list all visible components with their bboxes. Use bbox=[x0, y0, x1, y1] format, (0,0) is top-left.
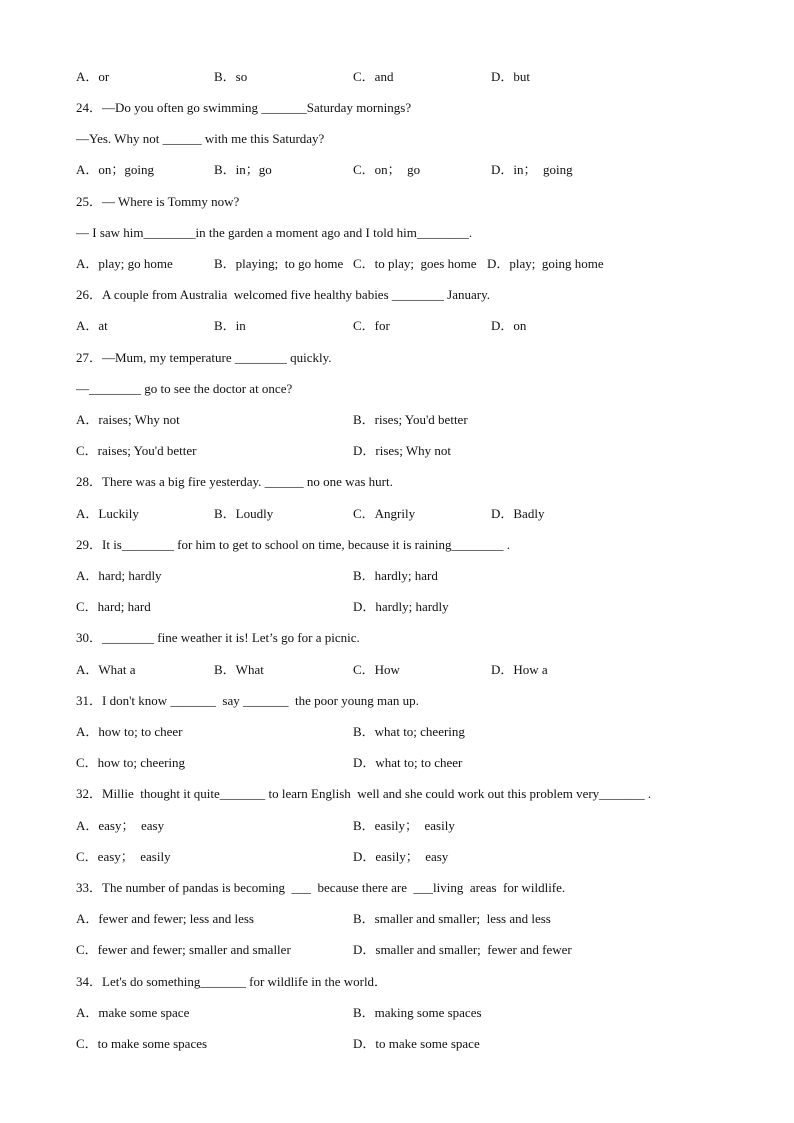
q23-option-b: B．so bbox=[214, 69, 248, 84]
q33-option-b: B．smaller and smaller; less and less bbox=[353, 911, 551, 926]
q28-option-b: B．Loudly bbox=[214, 506, 274, 521]
q29-option-b: B．hardly; hard bbox=[353, 568, 438, 583]
q31-option-b: B．what to; cheering bbox=[353, 724, 465, 739]
q32-option-d: D．easily； easy bbox=[353, 849, 449, 864]
q25-stem: 25．— Where is Tommy now? bbox=[76, 194, 240, 209]
q24-option-c: C．on； go bbox=[353, 162, 421, 177]
q24-stem: 24．—Do you often go swimming _______Saturday mornings? bbox=[76, 100, 412, 115]
q29-stem: 29．It is________ for him to get to school on time, because it is raining________ . bbox=[76, 537, 511, 552]
q28-option-d: D．Badly bbox=[491, 506, 545, 521]
q23-option-c: C．and bbox=[353, 69, 394, 84]
q24-option-b: B．in；go bbox=[214, 162, 272, 177]
q25-option-a: A．play; go home bbox=[76, 256, 173, 271]
q28-option-a: A．Luckily bbox=[76, 506, 139, 521]
q34-option-b: B．making some spaces bbox=[353, 1005, 482, 1020]
q23-option-a: A．or bbox=[76, 69, 110, 84]
q34-stem: 34．Let's do something_______ for wildlife in the world． bbox=[76, 974, 388, 989]
q26-option-d: D．on bbox=[491, 318, 527, 333]
q31-option-a: A．how to; to cheer bbox=[76, 724, 183, 739]
q31-stem: 31．I don't know _______ say _______ the poor young man up. bbox=[76, 693, 419, 708]
q32-option-a: A．easy； easy bbox=[76, 818, 165, 833]
q30-option-b: B．What bbox=[214, 662, 264, 677]
q24-option-d: D．in； going bbox=[491, 162, 573, 177]
q30-stem: 30．________ fine weather it is! Let’s go for a picnic. bbox=[76, 630, 360, 645]
q31-option-d: D．what to; to cheer bbox=[353, 755, 463, 770]
q33-stem: 33．The number of pandas is becoming ___ because there are ___living areas for wildlife. bbox=[76, 880, 566, 895]
q26-option-a: A．at bbox=[76, 318, 108, 333]
q28-stem: 28．There was a big fire yesterday. ______ no one was hurt. bbox=[76, 474, 393, 489]
q23-option-d: D．but bbox=[491, 69, 531, 84]
q26-stem: 26．A couple from Australia welcomed five healthy babies ________ January. bbox=[76, 287, 490, 302]
q25-stem-2: — I saw him________in the garden a moment ago and I told him________. bbox=[76, 225, 473, 240]
q25-option-c: C．to play; goes home bbox=[353, 256, 477, 271]
q27-option-d: D．rises; Why not bbox=[353, 443, 451, 458]
q27-option-a: A．raises; Why not bbox=[76, 412, 180, 427]
q27-option-b: B．rises; You'd better bbox=[353, 412, 468, 427]
q27-option-c: C．raises; You'd better bbox=[76, 443, 197, 458]
q26-option-c: C．for bbox=[353, 318, 390, 333]
q30-option-a: A．What a bbox=[76, 662, 136, 677]
q27-stem-2: —________ go to see the doctor at once? bbox=[76, 381, 293, 396]
q25-option-b: B．playing; to go home bbox=[214, 256, 344, 271]
q32-option-c: C．easy； easily bbox=[76, 849, 171, 864]
q31-option-c: C．how to; cheering bbox=[76, 755, 186, 770]
q27-stem: 27．—Mum, my temperature ________ quickly. bbox=[76, 350, 332, 365]
q25-option-d: D．play; going home bbox=[487, 256, 604, 271]
q32-stem: 32．Millie thought it quite_______ to learn English well and she could work out this problem very_______ . bbox=[76, 786, 652, 801]
q34-option-a: A．make some space bbox=[76, 1005, 190, 1020]
q34-option-c: C．to make some spaces bbox=[76, 1036, 208, 1051]
q33-option-d: D．smaller and smaller; fewer and fewer bbox=[353, 942, 572, 957]
q24-stem-2: —Yes. Why not ______ with me this Saturday? bbox=[76, 131, 325, 146]
q26-option-b: B．in bbox=[214, 318, 246, 333]
q34-option-d: D．to make some space bbox=[353, 1036, 480, 1051]
q24-option-a: A．on；going bbox=[76, 162, 155, 177]
q33-option-a: A．fewer and fewer; less and less bbox=[76, 911, 254, 926]
q29-option-a: A．hard; hardly bbox=[76, 568, 162, 583]
q28-option-c: C．Angrily bbox=[353, 506, 416, 521]
q30-option-c: C．How bbox=[353, 662, 400, 677]
q30-option-d: D．How a bbox=[491, 662, 548, 677]
q32-option-b: B．easily； easily bbox=[353, 818, 455, 833]
q33-option-c: C．fewer and fewer; smaller and smaller bbox=[76, 942, 291, 957]
q29-option-c: C．hard; hard bbox=[76, 599, 151, 614]
q29-option-d: D．hardly; hardly bbox=[353, 599, 449, 614]
